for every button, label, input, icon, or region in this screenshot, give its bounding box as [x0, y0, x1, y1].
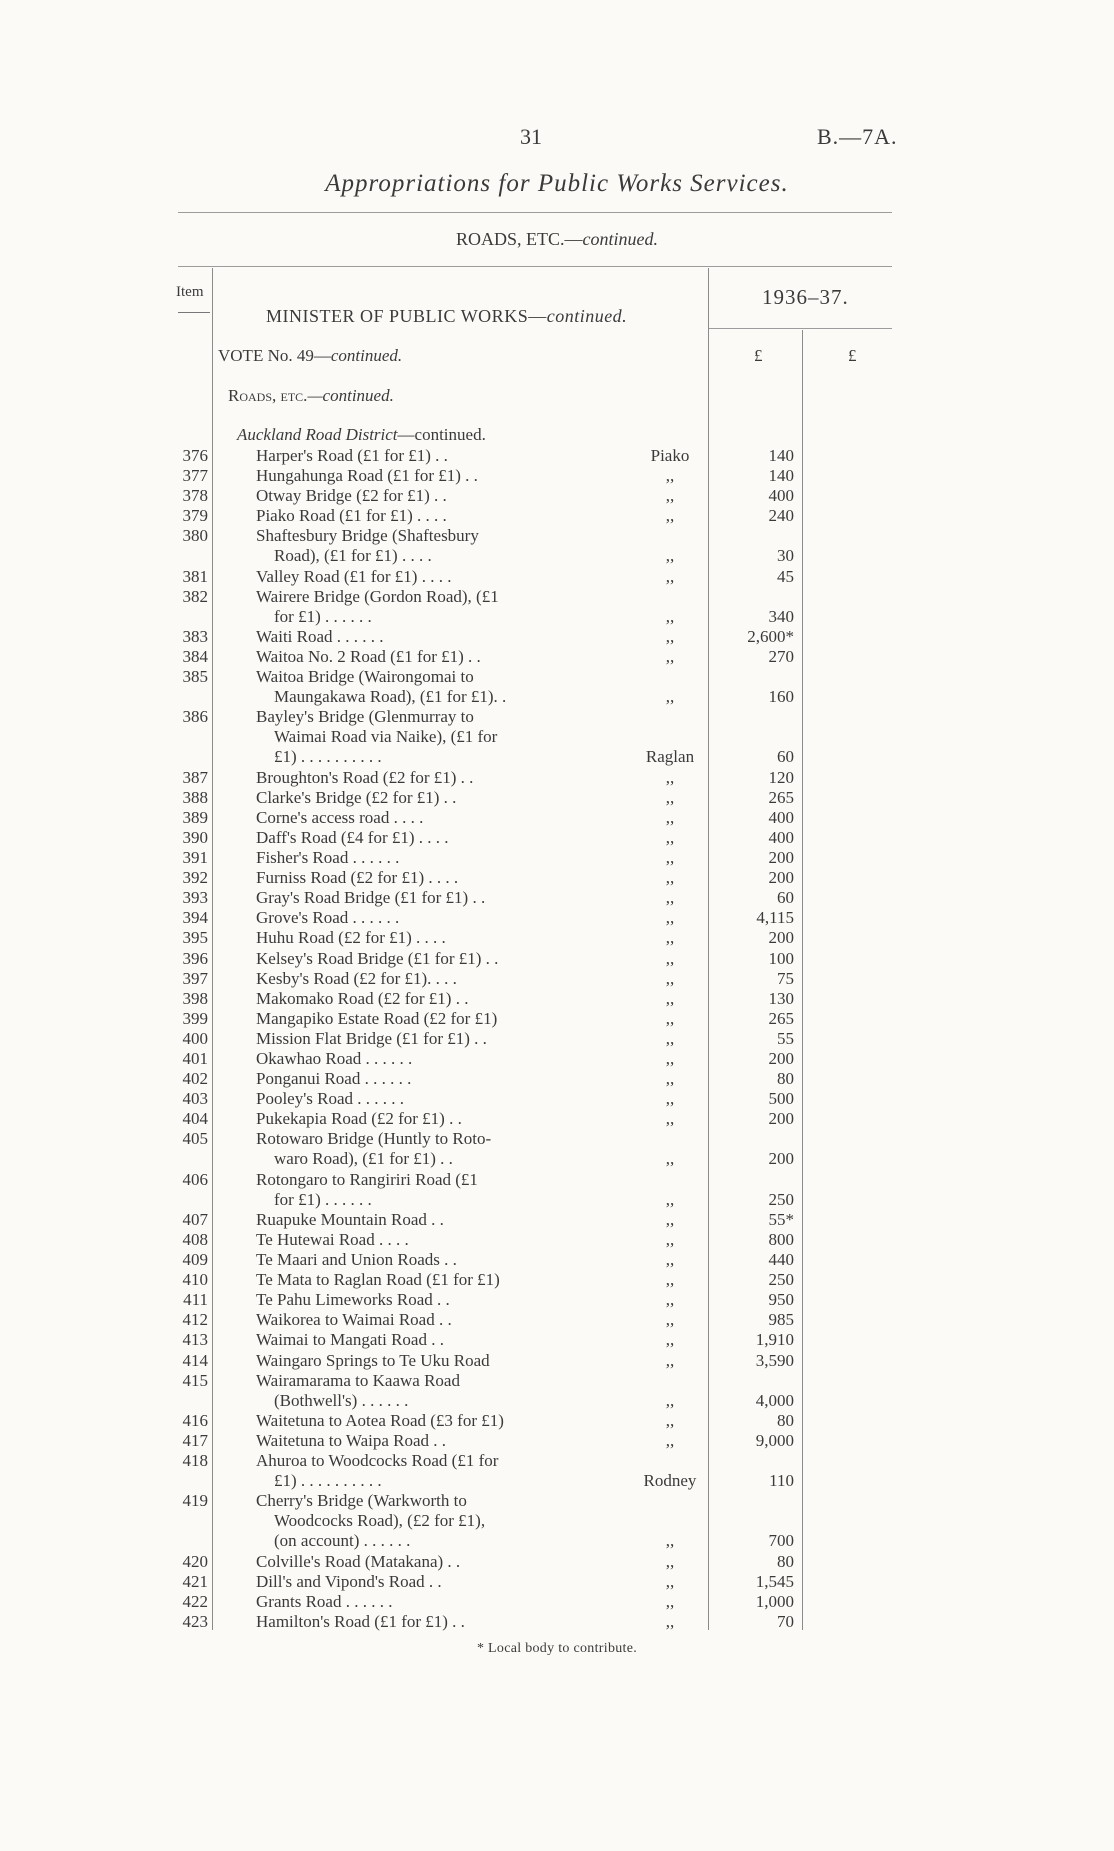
description-line: for £1) . . . . . .	[274, 1189, 372, 1209]
item-description	[256, 647, 481, 667]
item-number: 404	[182, 1109, 208, 1129]
item-description	[256, 1330, 444, 1350]
description-line: £1) . . . . . . . . . .	[274, 1471, 382, 1490]
description-line: Furniss Road (£2 for £1) . . . .	[256, 868, 459, 888]
item-description	[256, 1270, 500, 1290]
item-number: 395	[182, 928, 208, 948]
item-number: 393	[182, 888, 208, 908]
item-description	[256, 1451, 498, 1491]
description-line: Road), (£1 for £1) . . . .	[274, 546, 432, 566]
item-number: 413	[182, 1330, 208, 1350]
item-number: 410	[182, 1270, 208, 1290]
amount-value: 80	[777, 1410, 794, 1430]
item-number: 391	[182, 848, 208, 867]
description-line: Piako Road (£1 for £1) . . . .	[256, 506, 447, 526]
district-name: ,,	[665, 968, 675, 988]
district-name: ,,	[665, 1611, 675, 1631]
description-line: Grove's Road . . . . . .	[256, 908, 400, 928]
amount-value: 45	[777, 566, 794, 586]
item-description	[256, 928, 446, 948]
amount-value: 140	[768, 446, 794, 465]
item-description	[256, 1431, 446, 1451]
item-number: 399	[182, 1008, 208, 1028]
description-line: Cherry's Bridge (Warkworth to	[256, 1491, 467, 1511]
district-name: ,,	[665, 466, 675, 486]
amount-value: 1,000	[755, 1591, 794, 1611]
year-header-rule	[708, 328, 892, 329]
item-number: 397	[182, 968, 208, 988]
item-number: 382	[182, 586, 208, 606]
item-description	[256, 1552, 460, 1572]
amount-value: 200	[768, 1049, 794, 1068]
description-line: Wairamarama to Kaawa Road	[256, 1370, 460, 1390]
item-description	[256, 466, 478, 486]
item-number: 406	[182, 1169, 208, 1189]
item-number: 383	[182, 626, 208, 646]
item-description	[256, 1290, 450, 1310]
pound-symbol-amount: £	[754, 346, 763, 365]
description-line: Pooley's Road . . . . . .	[256, 1089, 405, 1109]
item-number: 392	[182, 868, 208, 888]
item-description	[256, 1129, 491, 1169]
amount-value: 160	[768, 687, 794, 707]
amount-value: 200	[768, 1109, 794, 1129]
amount-value: 130	[768, 988, 794, 1008]
item-description	[256, 868, 458, 888]
district-name: ,,	[665, 848, 675, 867]
item-description	[256, 788, 456, 808]
item-number: 415	[182, 1370, 208, 1390]
ministry-heading: MINISTER OF PUBLIC WORKS—continued.	[266, 306, 628, 326]
description-line: Otway Bridge (£2 for £1) . .	[256, 486, 447, 506]
description-line: Te Pahu Limeworks Road . .	[256, 1290, 450, 1310]
description-line: Ruapuke Mountain Road . .	[256, 1209, 444, 1229]
amount-value: 400	[768, 486, 794, 506]
description-line: Daff's Road (£4 for £1) . . . .	[256, 827, 449, 847]
amount-value: 3,590	[755, 1350, 794, 1370]
district-name: ,,	[665, 506, 675, 526]
description-line: Gray's Road Bridge (£1 for £1) . .	[256, 888, 486, 908]
item-description	[256, 989, 468, 1009]
item-number: 377	[182, 466, 208, 486]
amount-value: 4,115	[756, 908, 794, 928]
amount-value: 1,545	[755, 1571, 794, 1591]
pound-symbol-total: £	[848, 346, 857, 365]
item-description	[256, 949, 498, 969]
district-name: ,,	[665, 908, 675, 928]
total-column-divider	[802, 330, 803, 1630]
item-number: 400	[182, 1028, 208, 1048]
district-name: ,,	[665, 1008, 675, 1028]
district-name: ,,	[665, 1531, 675, 1551]
amount-value: 4,000	[755, 1390, 794, 1410]
item-description	[256, 1089, 404, 1109]
item-number: 376	[182, 446, 208, 465]
item-number: 389	[182, 807, 208, 827]
district-name: ,,	[665, 1089, 675, 1109]
description-line: Te Mata to Raglan Road (£1 for £1)	[256, 1270, 500, 1290]
item-description	[256, 1310, 452, 1330]
page-number: 31	[520, 124, 542, 149]
item-number: 378	[182, 486, 208, 506]
item-description	[256, 1109, 462, 1129]
district-name: ,,	[665, 787, 675, 807]
item-number: 416	[182, 1410, 208, 1430]
district-name: ,,	[665, 1410, 675, 1430]
item-description	[256, 808, 423, 828]
amount-value: 500	[768, 1089, 794, 1109]
item-number: 402	[182, 1069, 208, 1089]
amount-value: 200	[768, 848, 794, 867]
district-name: ,,	[665, 988, 675, 1008]
amount-value: 440	[768, 1250, 794, 1269]
item-description	[256, 1411, 504, 1431]
item-number: 417	[182, 1430, 208, 1450]
item-description	[256, 1592, 392, 1612]
description-line: Makomako Road (£2 for £1) . .	[256, 988, 469, 1008]
roads-subheading: Roads, etc.—continued.	[228, 386, 394, 405]
description-line: Kesby's Road (£2 for £1). . . .	[256, 968, 457, 988]
district-name: ,,	[665, 687, 675, 707]
description-line: Corne's access road . . . .	[256, 807, 424, 827]
description-line: Te Maari and Union Roads . .	[256, 1250, 457, 1269]
item-description	[256, 888, 485, 908]
description-line: Mission Flat Bridge (£1 for £1) . .	[256, 1028, 487, 1048]
item-number: 388	[182, 787, 208, 807]
district-name: Rodney	[643, 1471, 697, 1491]
description-line: Bayley's Bridge (Glenmurray to	[256, 707, 474, 727]
district-name: ,,	[665, 868, 675, 888]
description-line: Clarke's Bridge (£2 for £1) . .	[256, 787, 457, 807]
item-column-header: Item	[176, 284, 204, 300]
district-name: ,,	[665, 1250, 675, 1269]
description-line: Waitetuna to Aotea Road (£3 for £1)	[256, 1410, 504, 1430]
description-line: Rotongaro to Rangiriri Road (£1	[256, 1169, 478, 1189]
page-title: Appropriations for Public Works Services.	[325, 170, 789, 197]
district-name: ,,	[665, 1270, 675, 1290]
item-number: 396	[182, 948, 208, 968]
district-name: Piako	[650, 446, 690, 465]
item-number: 398	[182, 988, 208, 1008]
description-line: Wairere Bridge (Gordon Road), (£1	[256, 586, 499, 606]
item-number: 419	[182, 1491, 208, 1511]
item-number: 407	[182, 1209, 208, 1229]
item-description	[256, 587, 499, 627]
district-name: ,,	[665, 1229, 675, 1249]
amount-value: 55*	[768, 1209, 794, 1229]
description-line: Kelsey's Road Bridge (£1 for £1) . .	[256, 948, 499, 968]
description-line: Mangapiko Estate Road (£2 for £1)	[256, 1008, 498, 1028]
amount-value: 100	[768, 948, 794, 968]
item-number: 380	[182, 526, 208, 546]
district-name: ,,	[665, 767, 675, 787]
description-line: Dill's and Vipond's Road . .	[256, 1571, 442, 1591]
item-number: 381	[182, 566, 208, 586]
amount-value: 75	[777, 968, 794, 988]
amount-value: 250	[768, 1189, 794, 1209]
amount-value: 70	[777, 1611, 794, 1631]
item-number: 401	[182, 1049, 208, 1068]
description-line: (Bothwell's) . . . . . .	[274, 1390, 409, 1410]
item-number: 394	[182, 908, 208, 928]
amount-value: 265	[768, 1008, 794, 1028]
description-line: Te Hutewai Road . . . .	[256, 1229, 409, 1249]
item-number: 385	[182, 667, 208, 687]
district-name: ,,	[665, 546, 675, 566]
item-description	[256, 828, 449, 848]
description-line: Waimai Road via Naike), (£1 for	[274, 727, 498, 747]
district-name: ,,	[665, 1149, 675, 1169]
item-description	[256, 908, 399, 928]
item-number: 387	[182, 767, 208, 787]
description-line: Waimai to Mangati Road . .	[256, 1330, 444, 1350]
amount-value: 250	[768, 1270, 794, 1290]
description-line: Broughton's Road (£2 for £1) . .	[256, 767, 474, 787]
item-description	[256, 848, 399, 868]
item-description	[256, 526, 479, 566]
item-number: 423	[182, 1611, 208, 1631]
item-description	[256, 1491, 485, 1551]
amount-value: 120	[768, 767, 794, 787]
description-line: for £1) . . . . . .	[274, 606, 372, 626]
item-description	[256, 506, 447, 526]
item-description	[256, 567, 451, 587]
description-line: Huhu Road (£2 for £1) . . . .	[256, 928, 446, 948]
item-description	[256, 1170, 478, 1210]
district-name: ,,	[665, 1049, 675, 1068]
section-title: ROADS, ETC.—continued.	[456, 229, 658, 249]
amount-value: 400	[768, 827, 794, 847]
item-description	[256, 1049, 412, 1069]
district-name: ,,	[665, 1069, 675, 1089]
district-name: ,,	[665, 1551, 675, 1571]
amount-value: 60	[777, 888, 794, 908]
item-number: 421	[182, 1571, 208, 1591]
amount-value: 240	[768, 506, 794, 526]
amount-value: 200	[768, 928, 794, 948]
amount-value: 30	[777, 546, 794, 566]
description-line: Maungakawa Road), (£1 for £1). .	[274, 687, 507, 707]
item-description	[256, 1612, 465, 1632]
description-line: waro Road), (£1 for £1) . .	[274, 1149, 453, 1169]
item-number: 403	[182, 1089, 208, 1109]
item-number: 386	[182, 707, 208, 727]
description-line: Harper's Road (£1 for £1) . .	[256, 446, 448, 465]
district-name: ,,	[665, 647, 675, 666]
amount-value: 60	[777, 747, 794, 767]
description-line: Hamilton's Road (£1 for £1) . .	[256, 1611, 465, 1631]
amount-value: 9,000	[755, 1430, 794, 1450]
item-description	[256, 1351, 490, 1371]
district-name: ,,	[665, 1028, 675, 1048]
item-description	[256, 1371, 460, 1411]
item-description	[256, 1069, 411, 1089]
amount-value: 80	[777, 1069, 794, 1089]
item-description	[256, 768, 473, 788]
item-description	[256, 1009, 497, 1029]
amount-value: 110	[769, 1471, 794, 1491]
amount-value: 2,600*	[747, 626, 794, 646]
item-number: 422	[182, 1591, 208, 1611]
district-name: ,,	[665, 486, 675, 506]
item-description	[256, 667, 506, 707]
district-name: ,,	[665, 928, 675, 948]
item-number: 418	[182, 1451, 208, 1470]
district-name: ,,	[665, 1189, 675, 1209]
description-line: Fisher's Road . . . . . .	[256, 848, 400, 867]
description-line: £1) . . . . . . . . . .	[274, 747, 382, 767]
item-number: 411	[183, 1290, 208, 1310]
amount-value: 200	[768, 1149, 794, 1169]
description-line: Okawhao Road . . . . . .	[256, 1049, 413, 1068]
description-line: Woodcocks Road), (£2 for £1),	[274, 1511, 486, 1531]
description-line: Waitoa No. 2 Road (£1 for £1) . .	[256, 647, 481, 666]
item-description	[256, 627, 384, 647]
description-line: Grants Road . . . . . .	[256, 1591, 393, 1611]
description-line: Ponganui Road . . . . . .	[256, 1069, 412, 1089]
description-line: Waingaro Springs to Te Uku Road	[256, 1350, 490, 1370]
district-name: ,,	[665, 1571, 675, 1591]
item-description	[256, 1572, 442, 1592]
district-name: ,,	[665, 1390, 675, 1410]
item-number: 405	[182, 1129, 208, 1149]
item-header-dash	[178, 312, 210, 313]
district-name: Raglan	[645, 747, 695, 767]
item-description	[256, 1230, 409, 1250]
item-description	[256, 707, 497, 767]
description-line: Waitoa Bridge (Wairongomai to	[256, 667, 474, 687]
year-header: 1936–37.	[762, 285, 849, 309]
district-name: ,,	[665, 1290, 675, 1310]
description-line: Hungahunga Road (£1 for £1) . .	[256, 466, 478, 486]
item-number: 390	[182, 827, 208, 847]
title-rule	[178, 212, 892, 213]
item-number: 420	[182, 1551, 208, 1571]
description-line: Pukekapia Road (£2 for £1) . .	[256, 1109, 462, 1129]
item-description	[256, 1250, 457, 1270]
district-name: ,,	[665, 1350, 675, 1370]
amount-value: 80	[777, 1551, 794, 1571]
district-name: ,,	[665, 606, 675, 626]
district-name: ,,	[665, 566, 675, 586]
item-number: 414	[182, 1350, 208, 1370]
vote-heading: VOTE No. 49—continued.	[218, 346, 403, 365]
description-line: Waiti Road . . . . . .	[256, 626, 384, 646]
item-number: 408	[182, 1229, 208, 1249]
district-name: ,,	[665, 1430, 675, 1450]
item-description	[256, 969, 457, 989]
district-name: ,,	[665, 1310, 675, 1330]
description-line: Waitetuna to Waipa Road . .	[256, 1430, 447, 1450]
table-top-rule	[178, 266, 892, 267]
item-number: 409	[182, 1250, 208, 1269]
item-number: 379	[182, 506, 208, 526]
description-line: Valley Road (£1 for £1) . . . .	[256, 566, 452, 586]
amount-value: 340	[768, 606, 794, 626]
district-name: ,,	[665, 1330, 675, 1350]
amount-value: 985	[768, 1310, 794, 1330]
amount-value: 265	[768, 787, 794, 807]
description-line: Waikorea to Waimai Road . .	[256, 1310, 452, 1330]
item-description	[256, 1210, 444, 1230]
district-name: ,,	[665, 948, 675, 968]
district-name: ,,	[665, 807, 675, 827]
amount-value: 800	[768, 1229, 794, 1249]
amount-value: 400	[768, 807, 794, 827]
item-description	[256, 446, 448, 466]
description-line: Colville's Road (Matakana) . .	[256, 1551, 461, 1571]
district-heading: Auckland Road District—continued.	[237, 425, 486, 444]
item-column-divider	[212, 268, 213, 1630]
footnote: * Local body to contribute.	[476, 1641, 638, 1656]
district-name: ,,	[665, 626, 675, 646]
item-number: 412	[182, 1310, 208, 1330]
description-line: Ahuroa to Woodcocks Road (£1 for	[256, 1451, 499, 1470]
amount-value: 700	[768, 1531, 794, 1551]
document-reference: B.—7A.	[817, 124, 898, 149]
district-name: ,,	[665, 1209, 675, 1229]
description-line: Shaftesbury Bridge (Shaftesbury	[256, 526, 479, 546]
amount-value: 200	[768, 868, 794, 888]
item-number: 384	[182, 647, 208, 666]
amount-value: 55	[777, 1028, 794, 1048]
item-description	[256, 486, 447, 506]
district-name: ,,	[665, 1591, 675, 1611]
district-name: ,,	[665, 888, 675, 908]
amount-value: 950	[768, 1290, 794, 1310]
description-line: Rotowaro Bridge (Huntly to Roto-	[256, 1129, 492, 1149]
district-name: ,,	[665, 1109, 675, 1129]
amount-value: 1,910	[755, 1330, 794, 1350]
description-line: (on account) . . . . . .	[274, 1531, 411, 1551]
item-description	[256, 1029, 487, 1049]
district-name: ,,	[665, 827, 675, 847]
amount-value: 270	[768, 647, 794, 666]
amount-value: 140	[768, 466, 794, 486]
